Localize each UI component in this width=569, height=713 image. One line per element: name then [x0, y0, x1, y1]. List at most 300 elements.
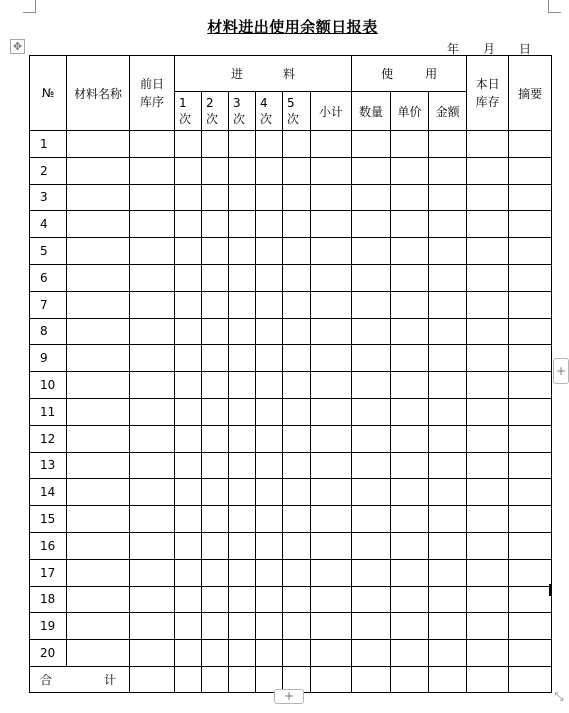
table-cell[interactable]	[467, 157, 509, 184]
row-number-cell[interactable]: 2	[30, 157, 67, 184]
table-cell[interactable]	[429, 345, 467, 372]
table-cell[interactable]	[429, 559, 467, 586]
table-cell[interactable]	[467, 425, 509, 452]
table-cell[interactable]	[256, 157, 283, 184]
table-cell[interactable]	[509, 613, 552, 640]
table-cell[interactable]	[67, 211, 130, 238]
total-cell[interactable]	[467, 666, 509, 692]
table-cell[interactable]	[175, 452, 202, 479]
table-cell[interactable]	[175, 586, 202, 613]
total-cell[interactable]	[352, 666, 391, 692]
table-cell[interactable]	[202, 131, 229, 158]
row-number-cell[interactable]: 6	[30, 264, 67, 291]
table-cell[interactable]	[391, 559, 429, 586]
table-cell[interactable]	[175, 157, 202, 184]
table-cell[interactable]	[283, 452, 311, 479]
table-cell[interactable]	[391, 184, 429, 211]
table-cell[interactable]	[391, 425, 429, 452]
table-cell[interactable]	[283, 372, 311, 399]
table-cell[interactable]	[509, 264, 552, 291]
table-cell[interactable]	[229, 238, 256, 265]
table-cell[interactable]	[175, 613, 202, 640]
table-cell[interactable]	[229, 559, 256, 586]
table-cell[interactable]	[283, 238, 311, 265]
table-cell[interactable]	[311, 640, 352, 667]
table-cell[interactable]	[202, 238, 229, 265]
table-cell[interactable]	[256, 425, 283, 452]
table-cell[interactable]	[229, 345, 256, 372]
table-cell[interactable]	[352, 211, 391, 238]
table-cell[interactable]	[352, 131, 391, 158]
table-cell[interactable]	[130, 506, 175, 533]
table-cell[interactable]	[130, 157, 175, 184]
add-column-button[interactable]: +	[553, 358, 569, 384]
table-cell[interactable]	[67, 345, 130, 372]
table-cell[interactable]	[509, 586, 552, 613]
table-cell[interactable]	[202, 586, 229, 613]
table-cell[interactable]	[352, 184, 391, 211]
header-incoming-4[interactable]	[256, 92, 283, 131]
table-cell[interactable]	[352, 157, 391, 184]
table-cell[interactable]	[509, 398, 552, 425]
table-cell[interactable]	[509, 452, 552, 479]
row-number-cell[interactable]: 17	[30, 559, 67, 586]
table-cell[interactable]	[283, 211, 311, 238]
table-cell[interactable]	[202, 506, 229, 533]
table-cell[interactable]	[509, 157, 552, 184]
table-cell[interactable]	[429, 131, 467, 158]
table-cell[interactable]	[311, 559, 352, 586]
table-resize-icon[interactable]: ⤡	[554, 690, 564, 703]
table-cell[interactable]	[67, 425, 130, 452]
table-cell[interactable]	[130, 345, 175, 372]
total-label[interactable]	[30, 666, 130, 692]
table-cell[interactable]	[229, 398, 256, 425]
table-cell[interactable]	[509, 184, 552, 211]
row-number-cell[interactable]: 18	[30, 586, 67, 613]
table-cell[interactable]	[311, 184, 352, 211]
table-cell[interactable]	[352, 452, 391, 479]
table-cell[interactable]	[67, 184, 130, 211]
table-cell[interactable]	[467, 372, 509, 399]
table-cell[interactable]	[352, 345, 391, 372]
table-cell[interactable]	[429, 479, 467, 506]
table-cell[interactable]	[67, 559, 130, 586]
table-cell[interactable]	[130, 372, 175, 399]
table-cell[interactable]	[283, 559, 311, 586]
table-cell[interactable]	[283, 264, 311, 291]
table-cell[interactable]	[429, 452, 467, 479]
table-cell[interactable]	[283, 318, 311, 345]
table-cell[interactable]	[130, 131, 175, 158]
table-cell[interactable]	[256, 291, 283, 318]
table-cell[interactable]	[509, 291, 552, 318]
table-cell[interactable]	[175, 345, 202, 372]
table-cell[interactable]	[391, 264, 429, 291]
table-cell[interactable]	[311, 291, 352, 318]
table-cell[interactable]	[509, 506, 552, 533]
table-cell[interactable]	[283, 291, 311, 318]
table-cell[interactable]	[391, 398, 429, 425]
table-cell[interactable]	[429, 506, 467, 533]
table-cell[interactable]	[256, 318, 283, 345]
table-cell[interactable]	[202, 559, 229, 586]
total-cell[interactable]	[429, 666, 467, 692]
header-material-name[interactable]: 材料名称	[67, 56, 130, 131]
table-cell[interactable]	[130, 613, 175, 640]
table-cell[interactable]	[311, 157, 352, 184]
table-cell[interactable]	[429, 264, 467, 291]
table-cell[interactable]	[283, 613, 311, 640]
table-cell[interactable]	[391, 211, 429, 238]
table-cell[interactable]	[229, 640, 256, 667]
table-cell[interactable]	[391, 318, 429, 345]
row-number-cell[interactable]: 15	[30, 506, 67, 533]
total-cell[interactable]	[391, 666, 429, 692]
table-cell[interactable]	[67, 238, 130, 265]
table-cell[interactable]	[67, 452, 130, 479]
table-cell[interactable]	[67, 157, 130, 184]
total-cell[interactable]	[311, 666, 352, 692]
row-number-cell[interactable]: 4	[30, 211, 67, 238]
table-cell[interactable]	[130, 291, 175, 318]
table-cell[interactable]	[509, 425, 552, 452]
table-cell[interactable]	[509, 372, 552, 399]
table-cell[interactable]	[391, 613, 429, 640]
row-number-cell[interactable]: 1	[30, 131, 67, 158]
table-cell[interactable]	[67, 532, 130, 559]
table-cell[interactable]	[256, 640, 283, 667]
header-today-stock[interactable]	[467, 56, 509, 131]
table-cell[interactable]	[311, 532, 352, 559]
table-cell[interactable]	[391, 157, 429, 184]
table-cell[interactable]	[256, 506, 283, 533]
table-cell[interactable]	[391, 452, 429, 479]
row-number-cell[interactable]: 7	[30, 291, 67, 318]
table-cell[interactable]	[467, 184, 509, 211]
table-cell[interactable]	[202, 398, 229, 425]
table-cell[interactable]	[67, 372, 130, 399]
table-cell[interactable]	[311, 264, 352, 291]
header-summary[interactable]: 摘要	[509, 56, 552, 131]
table-cell[interactable]	[175, 640, 202, 667]
table-cell[interactable]	[202, 425, 229, 452]
table-cell[interactable]	[202, 318, 229, 345]
table-cell[interactable]	[229, 264, 256, 291]
table-cell[interactable]	[229, 318, 256, 345]
table-cell[interactable]	[67, 131, 130, 158]
table-cell[interactable]	[467, 586, 509, 613]
table-cell[interactable]	[467, 238, 509, 265]
table-cell[interactable]	[391, 586, 429, 613]
header-incoming[interactable]	[175, 56, 352, 92]
table-cell[interactable]	[256, 238, 283, 265]
table-cell[interactable]	[283, 398, 311, 425]
table-cell[interactable]	[467, 398, 509, 425]
table-cell[interactable]	[202, 211, 229, 238]
table-cell[interactable]	[130, 184, 175, 211]
table-cell[interactable]	[429, 613, 467, 640]
table-cell[interactable]	[256, 264, 283, 291]
add-row-button[interactable]: +	[274, 689, 304, 704]
table-cell[interactable]	[130, 479, 175, 506]
table-cell[interactable]	[391, 345, 429, 372]
table-cell[interactable]	[283, 586, 311, 613]
table-cell[interactable]	[256, 586, 283, 613]
table-cell[interactable]	[352, 640, 391, 667]
table-cell[interactable]	[429, 586, 467, 613]
table-cell[interactable]	[175, 479, 202, 506]
table-cell[interactable]	[229, 613, 256, 640]
table-cell[interactable]	[429, 532, 467, 559]
table-cell[interactable]	[311, 398, 352, 425]
table-cell[interactable]	[175, 398, 202, 425]
table-cell[interactable]	[509, 640, 552, 667]
table-cell[interactable]	[229, 131, 256, 158]
table-cell[interactable]	[229, 425, 256, 452]
row-number-cell[interactable]: 16	[30, 532, 67, 559]
table-cell[interactable]	[229, 372, 256, 399]
table-cell[interactable]	[352, 264, 391, 291]
table-cell[interactable]	[509, 345, 552, 372]
table-cell[interactable]	[311, 586, 352, 613]
table-cell[interactable]	[311, 425, 352, 452]
table-cell[interactable]	[130, 559, 175, 586]
table-cell[interactable]	[467, 291, 509, 318]
table-cell[interactable]	[175, 184, 202, 211]
table-cell[interactable]	[229, 184, 256, 211]
table-cell[interactable]	[229, 479, 256, 506]
table-cell[interactable]	[202, 345, 229, 372]
table-cell[interactable]	[467, 532, 509, 559]
header-prev-stock[interactable]	[130, 56, 175, 131]
table-cell[interactable]	[256, 372, 283, 399]
report-table[interactable]	[29, 55, 552, 693]
table-cell[interactable]	[67, 264, 130, 291]
table-cell[interactable]	[352, 318, 391, 345]
table-cell[interactable]	[352, 372, 391, 399]
table-cell[interactable]	[352, 425, 391, 452]
table-cell[interactable]	[429, 184, 467, 211]
table-cell[interactable]	[175, 264, 202, 291]
table-cell[interactable]	[509, 318, 552, 345]
table-cell[interactable]	[391, 372, 429, 399]
table-cell[interactable]	[202, 372, 229, 399]
table-cell[interactable]	[311, 238, 352, 265]
table-cell[interactable]	[509, 238, 552, 265]
row-number-cell[interactable]: 20	[30, 640, 67, 667]
table-cell[interactable]	[467, 559, 509, 586]
table-cell[interactable]	[256, 559, 283, 586]
table-cell[interactable]	[202, 264, 229, 291]
table-cell[interactable]	[130, 532, 175, 559]
table-cell[interactable]	[467, 131, 509, 158]
table-cell[interactable]	[175, 532, 202, 559]
table-cell[interactable]	[256, 452, 283, 479]
row-number-cell[interactable]: 8	[30, 318, 67, 345]
table-cell[interactable]	[175, 559, 202, 586]
header-usage-price[interactable]: 单价	[391, 92, 429, 131]
table-cell[interactable]	[509, 532, 552, 559]
table-cell[interactable]	[311, 211, 352, 238]
table-cell[interactable]	[467, 479, 509, 506]
table-cell[interactable]	[130, 452, 175, 479]
header-subtotal[interactable]: 小计	[311, 92, 352, 131]
row-number-cell[interactable]: 14	[30, 479, 67, 506]
row-number-cell[interactable]: 11	[30, 398, 67, 425]
table-cell[interactable]	[175, 372, 202, 399]
total-cell[interactable]	[509, 666, 552, 692]
table-cell[interactable]	[391, 532, 429, 559]
table-cell[interactable]	[311, 131, 352, 158]
table-cell[interactable]	[202, 157, 229, 184]
table-cell[interactable]	[283, 532, 311, 559]
table-cell[interactable]	[391, 238, 429, 265]
table-cell[interactable]	[283, 184, 311, 211]
table-cell[interactable]	[429, 318, 467, 345]
table-cell[interactable]	[391, 131, 429, 158]
table-cell[interactable]	[283, 131, 311, 158]
table-cell[interactable]	[352, 559, 391, 586]
table-cell[interactable]	[391, 291, 429, 318]
table-cell[interactable]	[429, 640, 467, 667]
row-number-cell[interactable]: 5	[30, 238, 67, 265]
table-cell[interactable]	[202, 184, 229, 211]
table-cell[interactable]	[175, 291, 202, 318]
table-cell[interactable]	[256, 211, 283, 238]
table-cell[interactable]	[229, 291, 256, 318]
row-number-cell[interactable]: 9	[30, 345, 67, 372]
table-cell[interactable]	[429, 211, 467, 238]
table-cell[interactable]	[130, 398, 175, 425]
table-cell[interactable]	[509, 211, 552, 238]
table-cell[interactable]	[311, 318, 352, 345]
row-number-cell[interactable]: 10	[30, 372, 67, 399]
table-cell[interactable]	[467, 506, 509, 533]
table-cell[interactable]	[352, 479, 391, 506]
table-cell[interactable]	[175, 238, 202, 265]
table-cell[interactable]	[202, 532, 229, 559]
table-cell[interactable]	[509, 131, 552, 158]
table-cell[interactable]	[67, 613, 130, 640]
table-cell[interactable]	[283, 506, 311, 533]
table-cell[interactable]	[256, 184, 283, 211]
total-cell[interactable]	[229, 666, 256, 692]
table-cell[interactable]	[229, 452, 256, 479]
table-cell[interactable]	[467, 264, 509, 291]
table-cell[interactable]	[429, 157, 467, 184]
table-cell[interactable]	[256, 479, 283, 506]
table-cell[interactable]	[467, 345, 509, 372]
header-usage[interactable]	[352, 56, 467, 92]
table-cell[interactable]	[467, 452, 509, 479]
header-incoming-1[interactable]	[175, 92, 202, 131]
table-cell[interactable]	[67, 318, 130, 345]
table-cell[interactable]	[283, 479, 311, 506]
table-cell[interactable]	[67, 640, 130, 667]
table-cell[interactable]	[311, 452, 352, 479]
table-cell[interactable]	[67, 586, 130, 613]
table-cell[interactable]	[130, 586, 175, 613]
total-cell[interactable]	[202, 666, 229, 692]
table-cell[interactable]	[283, 157, 311, 184]
table-cell[interactable]	[311, 345, 352, 372]
row-number-cell[interactable]: 13	[30, 452, 67, 479]
table-cell[interactable]	[352, 291, 391, 318]
table-cell[interactable]	[202, 291, 229, 318]
table-cell[interactable]	[256, 131, 283, 158]
table-cell[interactable]	[130, 425, 175, 452]
table-cell[interactable]	[202, 452, 229, 479]
header-incoming-5[interactable]	[283, 92, 311, 131]
table-cell[interactable]	[509, 559, 552, 586]
table-cell[interactable]	[202, 479, 229, 506]
table-cell[interactable]	[256, 532, 283, 559]
header-incoming-2[interactable]	[202, 92, 229, 131]
table-cell[interactable]	[283, 425, 311, 452]
table-cell[interactable]	[130, 264, 175, 291]
table-cell[interactable]	[175, 318, 202, 345]
table-cell[interactable]	[391, 479, 429, 506]
table-cell[interactable]	[429, 372, 467, 399]
table-cell[interactable]	[429, 291, 467, 318]
table-cell[interactable]	[429, 398, 467, 425]
table-cell[interactable]	[229, 532, 256, 559]
table-cell[interactable]	[352, 506, 391, 533]
table-cell[interactable]	[352, 398, 391, 425]
table-cell[interactable]	[256, 398, 283, 425]
table-cell[interactable]	[202, 613, 229, 640]
table-cell[interactable]	[467, 211, 509, 238]
table-cell[interactable]	[229, 506, 256, 533]
table-cell[interactable]	[130, 318, 175, 345]
table-cell[interactable]	[175, 506, 202, 533]
table-cell[interactable]	[175, 211, 202, 238]
table-cell[interactable]	[311, 506, 352, 533]
table-cell[interactable]	[229, 157, 256, 184]
table-cell[interactable]	[67, 506, 130, 533]
table-move-icon[interactable]: ✥	[10, 39, 25, 54]
table-cell[interactable]	[467, 640, 509, 667]
table-cell[interactable]	[509, 479, 552, 506]
table-cell[interactable]	[67, 291, 130, 318]
header-no[interactable]: №	[30, 56, 67, 131]
table-cell[interactable]	[467, 613, 509, 640]
table-cell[interactable]	[229, 211, 256, 238]
table-cell[interactable]	[352, 613, 391, 640]
table-cell[interactable]	[352, 586, 391, 613]
row-number-cell[interactable]: 19	[30, 613, 67, 640]
table-cell[interactable]	[391, 506, 429, 533]
table-cell[interactable]	[67, 398, 130, 425]
table-cell[interactable]	[391, 640, 429, 667]
row-number-cell[interactable]: 12	[30, 425, 67, 452]
table-cell[interactable]	[467, 318, 509, 345]
table-cell[interactable]	[256, 613, 283, 640]
table-cell[interactable]	[229, 586, 256, 613]
table-cell[interactable]	[311, 372, 352, 399]
table-cell[interactable]	[130, 238, 175, 265]
table-cell[interactable]	[429, 238, 467, 265]
table-cell[interactable]	[256, 345, 283, 372]
total-cell[interactable]	[130, 666, 175, 692]
header-usage-qty[interactable]: 数量	[352, 92, 391, 131]
table-cell[interactable]	[352, 532, 391, 559]
table-cell[interactable]	[429, 425, 467, 452]
table-cell[interactable]	[130, 211, 175, 238]
table-cell[interactable]	[283, 640, 311, 667]
header-usage-amount[interactable]: 金额	[429, 92, 467, 131]
